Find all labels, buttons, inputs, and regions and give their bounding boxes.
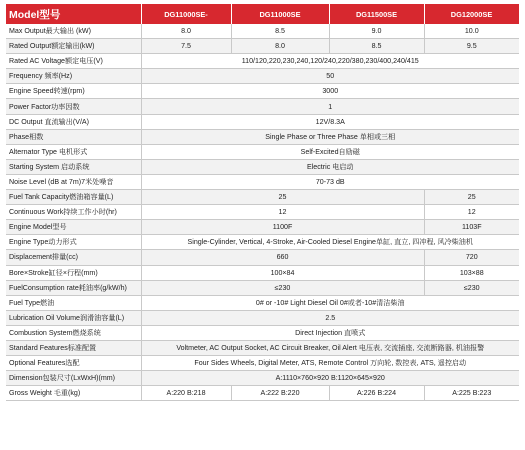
- spec-value: 2.5: [141, 310, 519, 325]
- spec-value: 70-73 dB: [141, 174, 519, 189]
- spec-row: [6, 54, 519, 69]
- spec-label: Fuel Type燃油: [6, 295, 141, 310]
- spec-row: [6, 174, 519, 189]
- spec-value: ≤230: [141, 280, 424, 295]
- spec-row: [6, 129, 519, 144]
- spec-value: 12: [424, 205, 519, 220]
- spec-value: A:226 B:224: [329, 386, 424, 401]
- spec-label: Gross Weight 毛重(kg): [6, 386, 141, 401]
- spec-value: 720: [424, 250, 519, 265]
- spec-row: [6, 371, 519, 386]
- spec-value: 50: [141, 69, 519, 84]
- spec-label: Dimension包装尺寸(LxWxH)(mm): [6, 371, 141, 386]
- spec-row: [6, 235, 519, 250]
- spec-value: Voltmeter, AC Output Socket, AC Circuit Breaker, Oil Alert 电压表, 交流插座, 交流断路器, 机油报警: [141, 340, 519, 355]
- spec-value: Direct Injection 直喷式: [141, 325, 519, 340]
- spec-label: Rated AC Voltage额定电压(V): [6, 54, 141, 69]
- spec-label: Engine Speed转速(rpm): [6, 84, 141, 99]
- spec-label: Phase相数: [6, 129, 141, 144]
- spec-label: Fuel Tank Capacity燃油箱容量(L): [6, 190, 141, 205]
- spec-row: [6, 356, 519, 371]
- spec-row: [6, 39, 519, 54]
- spec-value: A:222 B:220: [231, 386, 329, 401]
- spec-value: A:225 B:223: [424, 386, 519, 401]
- spec-row: [6, 159, 519, 174]
- spec-value: Electric 电启动: [141, 159, 519, 174]
- spec-label: Bore×Stroke缸径×行程(mm): [6, 265, 141, 280]
- spec-value: Single-Cylinder, Vertical, 4-Stroke, Air-Cooled Diesel Engine单缸, 直立, 四冲程, 风冷柴油机: [141, 235, 519, 250]
- spec-label: Lubrication Oil Volume润滑油容量(L): [6, 310, 141, 325]
- spec-row: [6, 340, 519, 355]
- spec-value: 8.0: [231, 39, 329, 54]
- spec-value: Self-Excited自励磁: [141, 144, 519, 159]
- spec-row: [6, 325, 519, 340]
- spec-value: 10.0: [424, 24, 519, 39]
- spec-label: Alternator Type 电机形式: [6, 144, 141, 159]
- spec-row: [6, 295, 519, 310]
- model-name: DG12000SE: [424, 4, 519, 24]
- spec-row: [6, 99, 519, 114]
- spec-row: [6, 205, 519, 220]
- spec-label: Combustion System燃烧系统: [6, 325, 141, 340]
- spec-body: [6, 24, 519, 401]
- spec-value: 3000: [141, 84, 519, 99]
- spec-value: 25: [141, 190, 424, 205]
- spec-value: 7.5: [141, 39, 231, 54]
- spec-value: Four Sides Wheels, Digital Meter, ATS, Remote Control 万向轮, 数控表, ATS, 遥控启动: [141, 356, 519, 371]
- spec-value: 103×88: [424, 265, 519, 280]
- spec-value: ≤230: [424, 280, 519, 295]
- spec-value: 8.5: [329, 39, 424, 54]
- spec-value: A:220 B:218: [141, 386, 231, 401]
- header-row: [6, 4, 519, 24]
- spec-value: 1: [141, 99, 519, 114]
- spec-label: Optional Features选配: [6, 356, 141, 371]
- spec-value: 9.0: [329, 24, 424, 39]
- spec-row: [6, 69, 519, 84]
- spec-row: [6, 144, 519, 159]
- spec-value: 0# or -10# Light Diesel Oil 0#或者-10#清洁柴油: [141, 295, 519, 310]
- spec-label: Rated Output额定输出(kW): [6, 39, 141, 54]
- model-header: Model型号: [6, 4, 141, 24]
- spec-value: 1100F: [141, 220, 424, 235]
- spec-value: 100×84: [141, 265, 424, 280]
- spec-table: [6, 4, 520, 401]
- spec-row: [6, 265, 519, 280]
- spec-row: [6, 84, 519, 99]
- spec-value: 9.5: [424, 39, 519, 54]
- spec-value: 8.5: [231, 24, 329, 39]
- spec-row: [6, 220, 519, 235]
- spec-row: [6, 190, 519, 205]
- spec-label: Engine Type动力形式: [6, 235, 141, 250]
- spec-label: Max Output最大输出 (kW): [6, 24, 141, 39]
- spec-label: Displacement排量(cc): [6, 250, 141, 265]
- spec-value: 12V/8.3A: [141, 114, 519, 129]
- spec-label: Standard Features标准配置: [6, 340, 141, 355]
- spec-label: Engine Model型号: [6, 220, 141, 235]
- model-name: DG11000SE: [231, 4, 329, 24]
- spec-value: 1103F: [424, 220, 519, 235]
- spec-row: [6, 280, 519, 295]
- spec-label: Noise Level (dB at 7m)7米处噪音: [6, 174, 141, 189]
- spec-value: 660: [141, 250, 424, 265]
- spec-label: Starting System 启动系统: [6, 159, 141, 174]
- spec-row: [6, 386, 519, 401]
- spec-row: [6, 250, 519, 265]
- spec-value: 8.0: [141, 24, 231, 39]
- spec-label: FuelConsumption rate耗油率(g/kW/h): [6, 280, 141, 295]
- spec-label: DC Output 直流输出(V/A): [6, 114, 141, 129]
- spec-row: [6, 24, 519, 39]
- spec-value: Single Phase or Three Phase 单相或三相: [141, 129, 519, 144]
- spec-value: A:1110×760×920 B:1120×645×920: [141, 371, 519, 386]
- spec-row: [6, 114, 519, 129]
- spec-label: Frequency 频率(Hz): [6, 69, 141, 84]
- spec-label: Power Factor功率因数: [6, 99, 141, 114]
- model-name: DG11500SE: [329, 4, 424, 24]
- spec-value: 12: [141, 205, 424, 220]
- model-name: DG11000SE-: [141, 4, 231, 24]
- spec-value: 25: [424, 190, 519, 205]
- spec-row: [6, 310, 519, 325]
- spec-value: 110/120,220,230,240,120/240,220/380,230/400,240/415: [141, 54, 519, 69]
- spec-label: Continuous Work持续工作小时(hr): [6, 205, 141, 220]
